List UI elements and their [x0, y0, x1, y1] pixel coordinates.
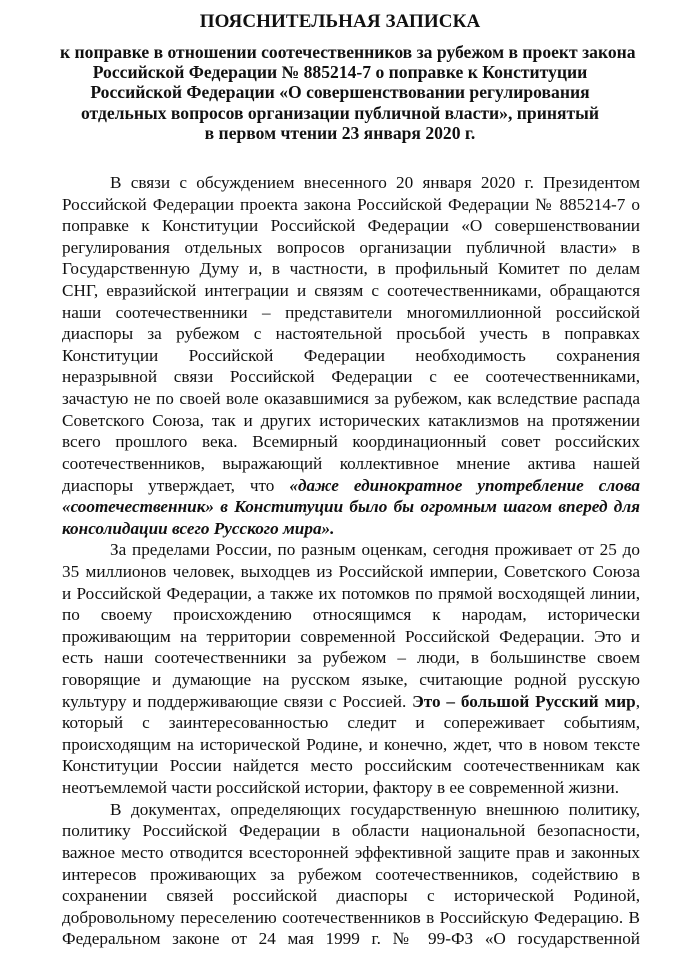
- body-line: 35 миллионов человек, выходцев из Российской империи, Советского Союза: [62, 561, 640, 581]
- quote-emphasis: «даже единократное употребление слова: [289, 475, 640, 495]
- quote-emphasis: «соотечественник» в Конституции было бы огромным шагом вперед для: [62, 497, 640, 517]
- body-text: ,: [635, 691, 641, 711]
- body-line: сохранении связей российской диаспоры с исторической Родиной,: [62, 886, 640, 906]
- body-line: есть наши соотечественники за рубежом – люди, в большинстве своем: [62, 648, 640, 668]
- body-line: [62, 518, 640, 540]
- body-line: В документах, определяющих государственную внешнюю политику,: [110, 799, 640, 819]
- body-line: по своему происхождению относящимся к народам, исторически: [62, 605, 640, 625]
- quote-emphasis: консолидации всего Русского мира».: [62, 518, 335, 538]
- body-line: наши соотечественники – представители многомиллионной российской: [62, 302, 640, 322]
- body-text: диаспоры утверждает, что: [62, 475, 275, 495]
- subtitle-line: Российской Федерации «О совершенствовании регулирования: [90, 82, 590, 103]
- body-line: СНГ, евразийской интеграции и связям с соотечественниками, обращаются: [62, 281, 640, 301]
- body-line: происходящим на исторической Родине, и конечно, ждет, что в новом тексте: [62, 734, 640, 754]
- body-line: важное место отводится всесторонней эффективной защите прав и законных: [62, 842, 640, 862]
- body-line: За пределами России, по разным оценкам, сегодня проживает от 25 до: [110, 540, 640, 560]
- body-line: [62, 475, 640, 497]
- body-line: зачастую не по своей воле оказавшимися за рубежом, как вследствие распада: [62, 389, 640, 409]
- subtitle-line: Российской Федерации № 885214-7 о поправке к Конституции: [92, 62, 588, 83]
- body-line: Государственную Думу и, в частности, в профильный Комитет по делам: [62, 259, 640, 279]
- body-line: Конституции России найдется место российским соотечественникам как: [62, 756, 640, 776]
- document-body: [62, 172, 640, 950]
- body-line: В связи с обсуждением внесенного 20 января 2020 г. Президентом: [110, 173, 640, 192]
- body-line: диаспоры за рубежом с настоятельной просьбой учесть в поправках: [62, 324, 640, 344]
- body-line: Федеральном законе от 24 мая 1999 г. № 99-ФЗ «О государственной: [62, 929, 640, 949]
- body-line: Конституции Российской Федерации необходимость сохранения: [62, 345, 640, 365]
- body-line: проживающим на территории современной Российской Федерации. Это и: [62, 626, 640, 646]
- body-line: [62, 496, 640, 518]
- subtitle-line: отдельных вопросов организации публичной власти», принятый: [80, 102, 600, 123]
- body-line: регулирования отдельных вопросов организации публичной власти» в: [62, 237, 640, 257]
- body-line: неразрывной связи Российской Федерации с ее соотечественниками,: [62, 367, 640, 387]
- document-title: ПОЯСНИТЕЛЬНАЯ ЗАПИСКА: [199, 11, 481, 32]
- subtitle-line: в первом чтении 23 января 2020 г.: [204, 122, 476, 143]
- body-line: [62, 691, 640, 713]
- body-line: политику Российской Федерации в области национальной безопасности,: [62, 821, 640, 841]
- body-line: который с заинтересованностью следит и сопереживает событиям,: [62, 713, 640, 733]
- body-line: добровольному переселению соотечественников в Российскую Федерацию. В: [62, 907, 640, 927]
- body-line: и Российской Федерации, а также их потомков по прямой восходящей линии,: [62, 583, 640, 603]
- bold-emphasis: Это – большой Русский мир: [412, 691, 636, 711]
- body-line: поправке к Конституции Российской Федерации «О совершенствовании: [62, 216, 640, 236]
- subtitle-line: к поправке в отношении соотечественников за рубежом в проект закона: [60, 42, 636, 62]
- body-line: Советского Союза, так и других исторических катаклизмов на протяжении: [62, 410, 640, 430]
- body-line: неотъемлемой части российской истории, фактору в ее современной жизни.: [62, 778, 620, 798]
- body-line: Российской Федерации проекта закона Российской Федерации № 885214-7 о: [62, 194, 640, 214]
- body-line: говорящие и думающие на русском языке, считающие родной русскую: [62, 670, 640, 690]
- document-subtitle: [60, 42, 636, 143]
- body-line: соотечественников, выражающий коллективное мнение актива нашей: [62, 453, 640, 473]
- body-line: интересов проживающих за рубежом соотечественников, содействию в: [62, 864, 640, 884]
- body-text: культуру и поддерживающие связи с Россией.: [62, 691, 407, 711]
- body-line: всего прошлого века. Всемирный координационный совет российских: [62, 432, 640, 452]
